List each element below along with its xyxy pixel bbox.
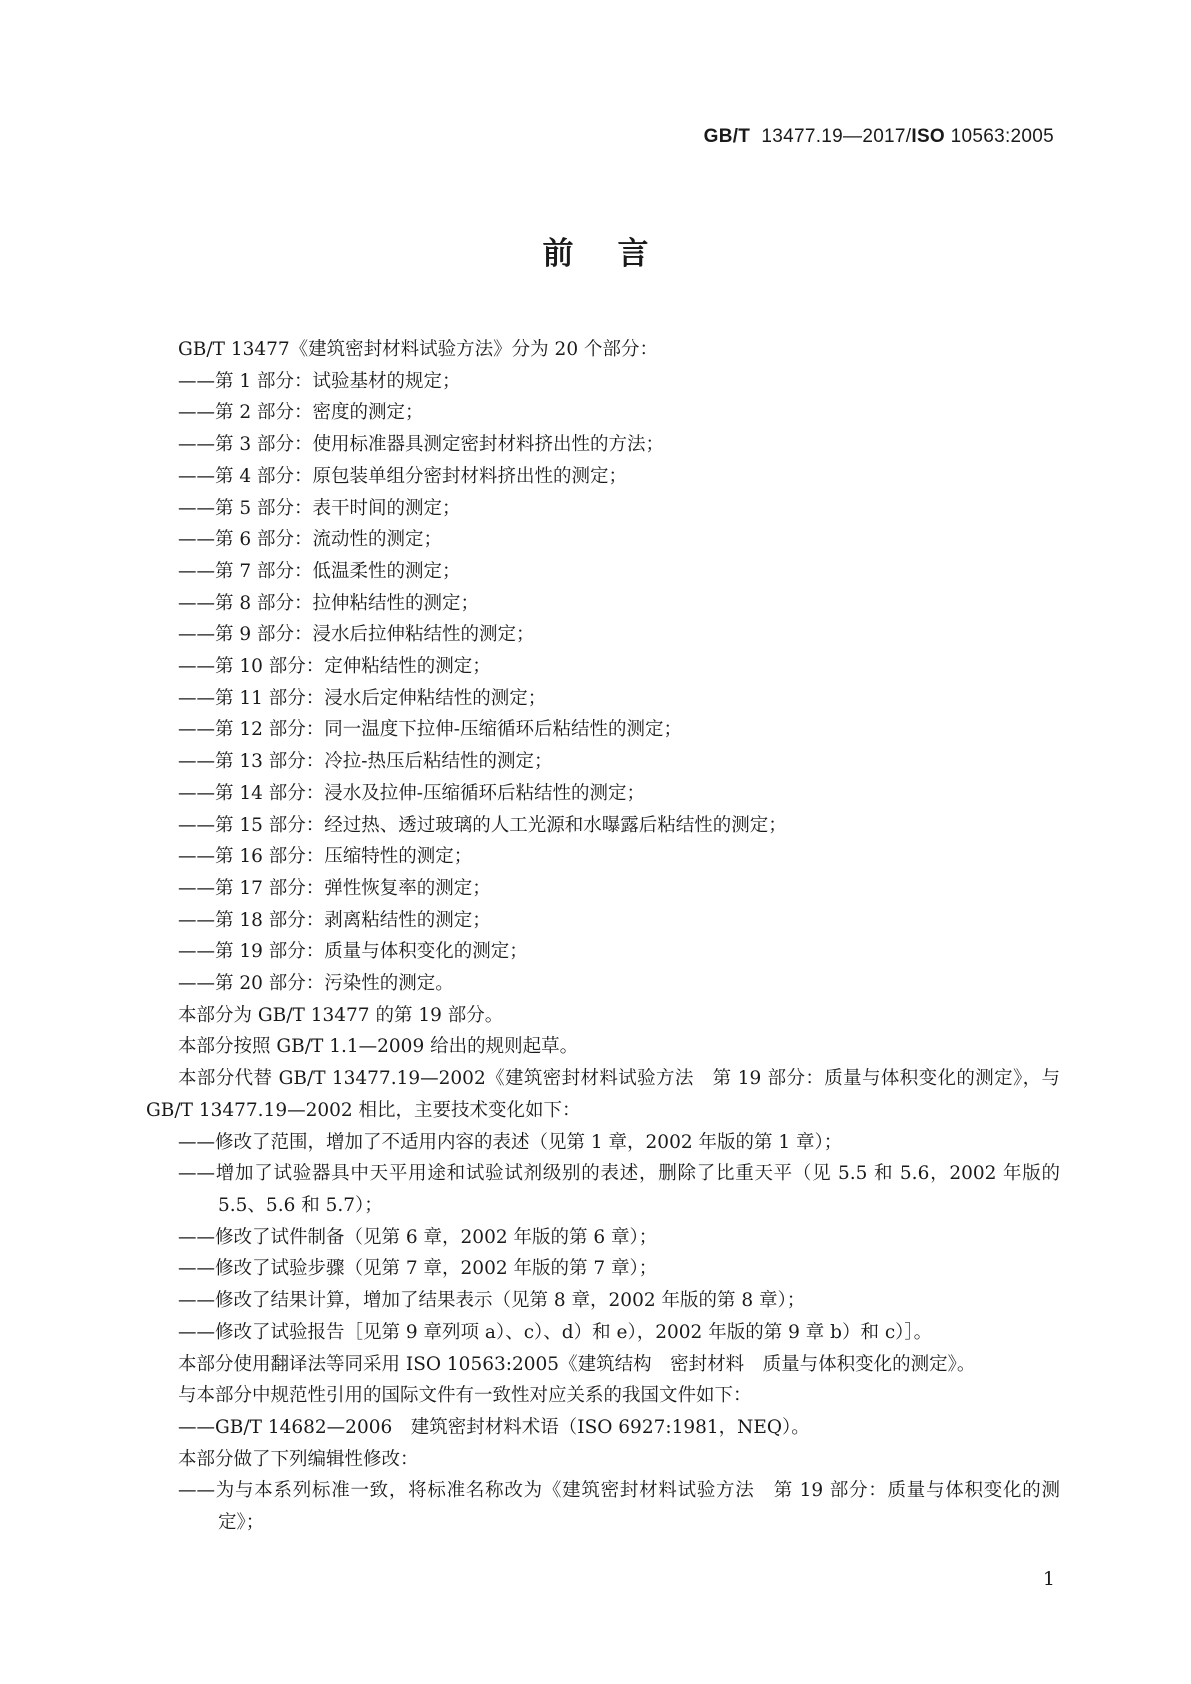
part-item-2: ——第 2 部分：密度的测定； — [178, 402, 424, 424]
part19-paragraph: 本部分为 GB/T 13477 的第 19 部分。 — [178, 1004, 504, 1026]
change-item-1: ——修改了范围，增加了不适用内容的表述（见第 1 章，2002 年版的第 1 章）； — [178, 1131, 843, 1153]
part-item-1: ——第 1 部分：试验基材的规定； — [178, 370, 461, 392]
drafting-paragraph: 本部分按照 GB/T 1.1—2009 给出的规则起草。 — [178, 1036, 579, 1058]
standard-code-iso-number: 10563:2005 — [950, 126, 1054, 147]
part-item-11: ——第 11 部分：浸水后定伸粘结性的测定； — [178, 687, 547, 709]
change-item-3: ——修改了试件制备（见第 6 章，2002 年版的第 6 章）； — [178, 1226, 658, 1248]
part-item-5: ——第 5 部分：表干时间的测定； — [178, 497, 461, 519]
part-item-20: ——第 20 部分：污染性的测定。 — [178, 973, 454, 995]
part-item-18: ——第 18 部分：剥离粘结性的测定； — [178, 909, 491, 931]
standard-code-prefix: GB/T — [703, 126, 751, 147]
part-item-14: ——第 14 部分：浸水及拉伸-压缩循环后粘结性的测定； — [178, 782, 646, 804]
page-number: 1 — [1042, 1568, 1055, 1590]
parts-list — [146, 366, 1060, 1000]
part-item-17: ——第 17 部分：弹性恢复率的测定； — [178, 877, 491, 899]
part-item-8: ——第 8 部分：拉伸粘结性的测定； — [178, 592, 480, 614]
replaces-paragraph: 本部分代替 GB/T 13477.19—2002《建筑密封材料试验方法 第 19 部分：质量与体积变化的测定》，与 GB/T 13477.19—2002 相比，主要技术变化如下： — [146, 1068, 1060, 1121]
correspond-item-1: ——GB/T 14682—2006 建筑密封材料术语（ISO 6927:1981，NEQ）。 — [178, 1416, 810, 1438]
part-item-13: ——第 13 部分：冷拉-热压后粘结性的测定； — [178, 751, 553, 773]
standard-code-iso: ISO — [911, 126, 946, 147]
correspond-paragraph: 与本部分中规范性引用的国际文件有一致性对应关系的我国文件如下： — [178, 1385, 752, 1407]
part-item-9: ——第 9 部分：浸水后拉伸粘结性的测定； — [178, 624, 535, 646]
standard-code-number: 13477.19—2017/ — [761, 126, 912, 147]
part-item-6: ——第 6 部分：流动性的测定； — [178, 529, 443, 551]
editorial-paragraph: 本部分做了下列编辑性修改： — [178, 1448, 419, 1470]
change-item-6: ——修改了试验报告［见第 9 章列项 a）、c）、d）和 e），2002 年版的第 9 章 b）和 c）］。 — [178, 1321, 933, 1343]
intro-paragraph: GB/T 13477《建筑密封材料试验方法》分为 20 个部分： — [178, 339, 658, 360]
page-title: 前言 — [542, 236, 693, 272]
change-item-5: ——修改了结果计算，增加了结果表示（见第 8 章，2002 年版的第 8 章）； — [178, 1290, 806, 1312]
change-item-2: ——增加了试验器具中天平用途和试验试剂级别的表述，删除了比重天平（见 5.5 和 5.6，2002 年版的 5.5、5.6 和 5.7）； — [178, 1163, 1060, 1216]
part-item-10: ——第 10 部分：定伸粘结性的测定； — [178, 656, 491, 678]
standard-code — [704, 126, 1054, 148]
part-item-7: ——第 7 部分：低温柔性的测定； — [178, 560, 461, 582]
part-item-16: ——第 16 部分：压缩特性的测定； — [178, 846, 473, 868]
change-item-4: ——修改了试验步骤（见第 7 章，2002 年版的第 7 章）； — [178, 1258, 658, 1280]
translation-paragraph: 本部分使用翻译法等同采用 ISO 10563:2005《建筑结构 密封材料 质量与体积变化的测定》。 — [178, 1353, 976, 1375]
part-item-15: ——第 15 部分：经过热、透过玻璃的人工光源和水曝露后粘结性的测定； — [178, 814, 787, 836]
editorial-item-1: ——为与本系列标准一致，将标准名称改为《建筑密封材料试验方法 第 19 部分：质量与体积变化的测定》； — [178, 1480, 1060, 1534]
preface-body — [146, 334, 1060, 1539]
changes-list — [146, 1127, 1060, 1349]
part-item-3: ——第 3 部分：使用标准器具测定密封材料挤出性的方法； — [178, 434, 665, 456]
part-item-4: ——第 4 部分：原包装单组分密封材料挤出性的测定； — [178, 465, 628, 487]
part-item-12: ——第 12 部分：同一温度下拉伸-压缩循环后粘结性的测定； — [178, 719, 683, 741]
part-item-19: ——第 19 部分：质量与体积变化的测定； — [178, 941, 528, 963]
